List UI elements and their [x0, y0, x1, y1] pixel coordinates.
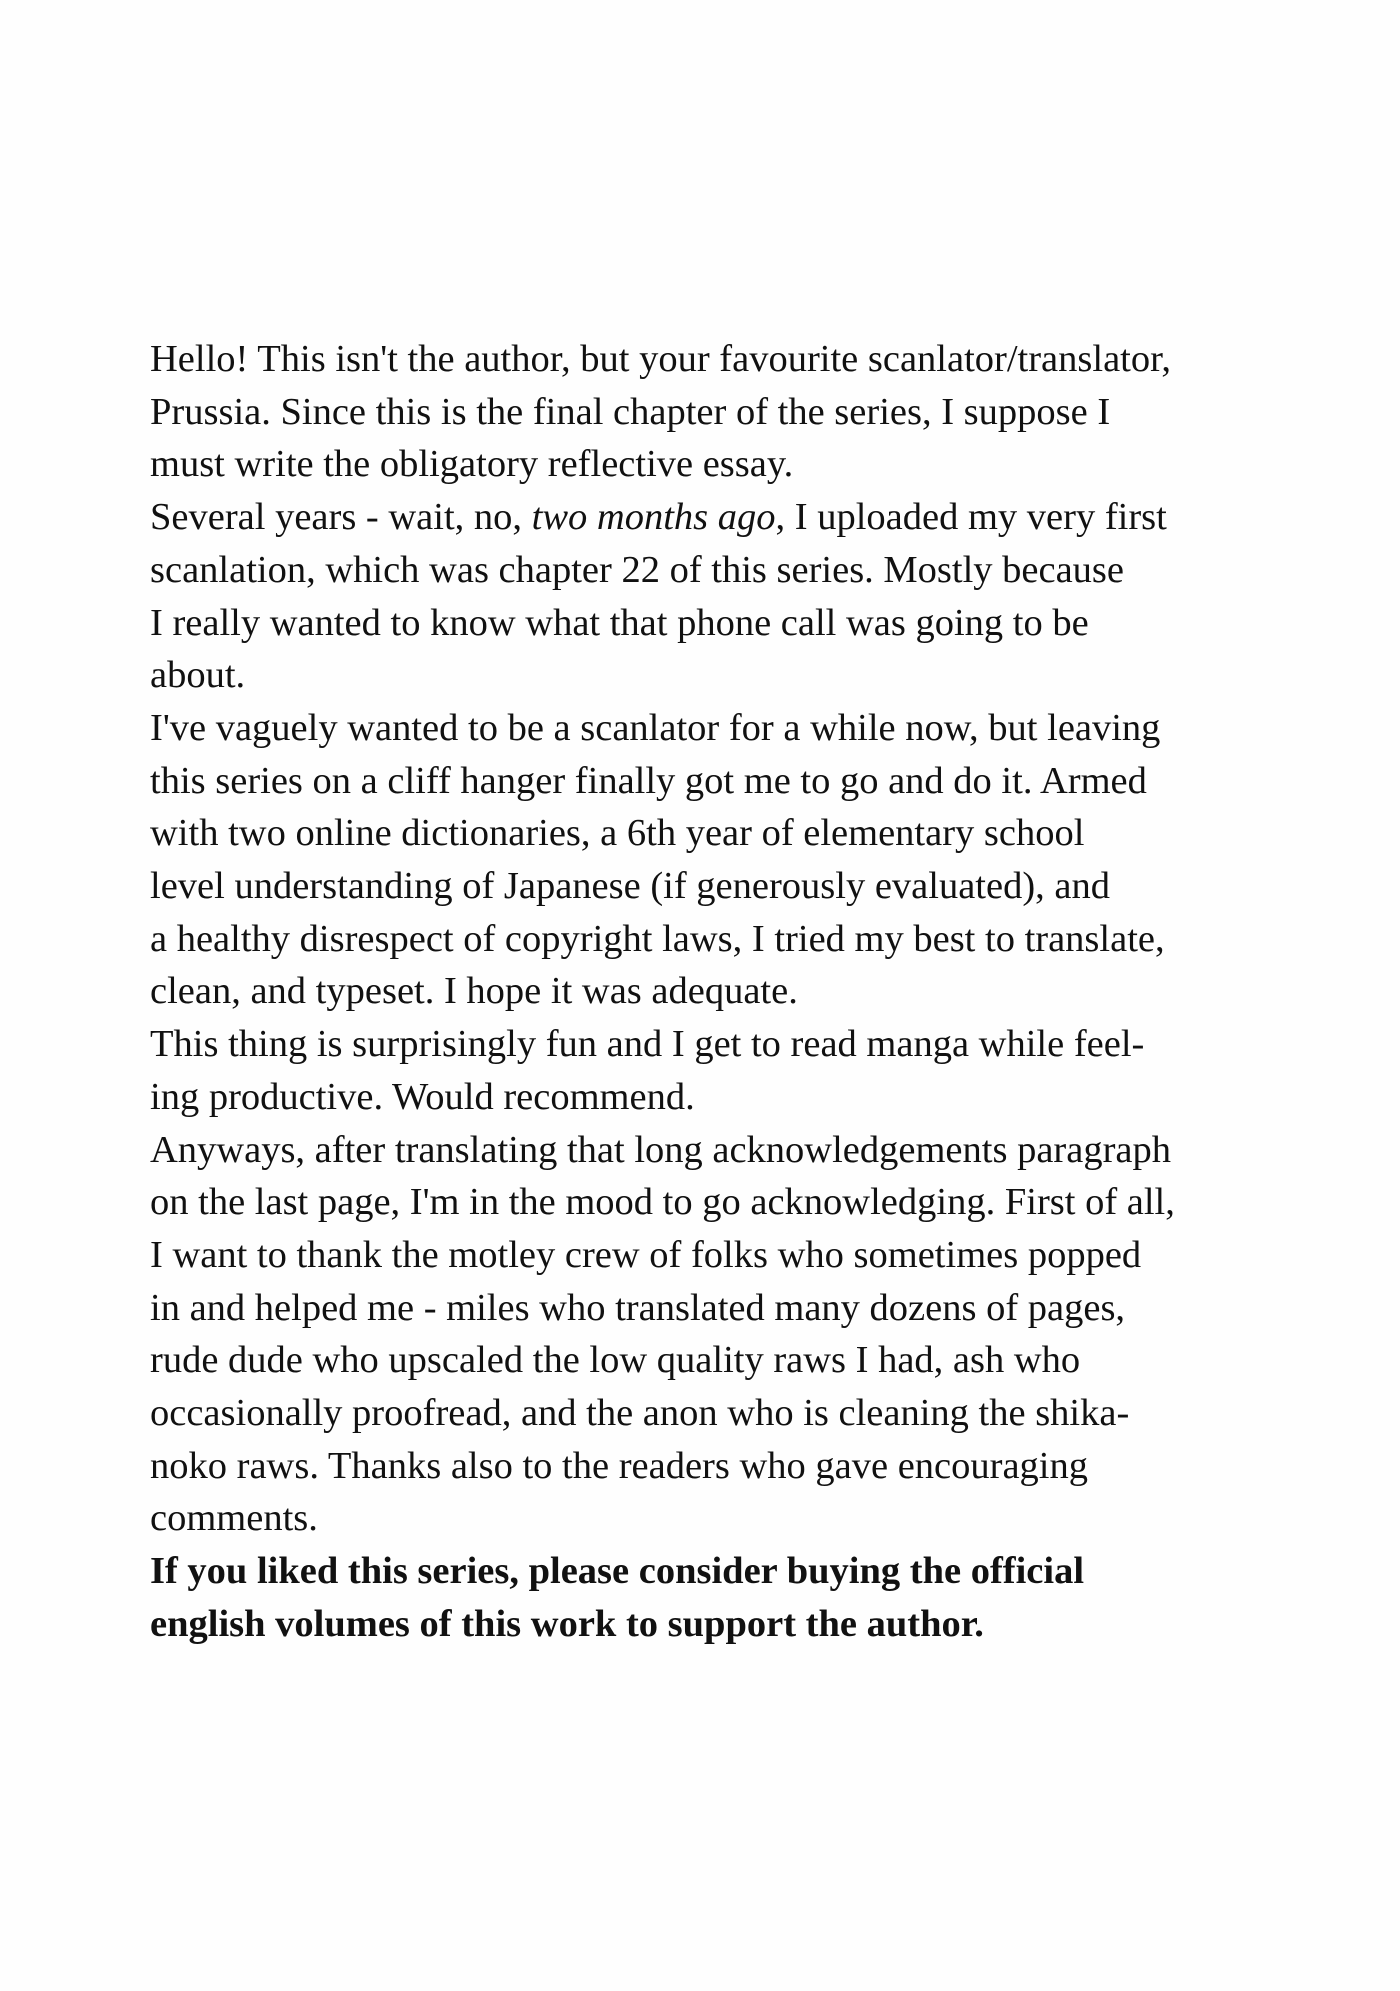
- text-line: a healthy disrespect of copyright laws, I tried my best to translate,: [150, 917, 1165, 960]
- paragraph-first-scanlation: [150, 491, 1260, 702]
- text-line: clean, and typeset. I hope it was adequate.: [150, 970, 798, 1013]
- text-line: I really wanted to know what that phone call was going to be: [150, 601, 1089, 644]
- text-line: rude dude who upscaled the low quality raws I had, ash who: [150, 1339, 1081, 1382]
- text-line: This thing is surprisingly fun and I get to read manga while feel-: [150, 1023, 1145, 1066]
- paragraph-support-author: [150, 1545, 1260, 1650]
- text-line: this series on a cliff hanger finally got me to go and do it. Armed: [150, 759, 1147, 802]
- text-segment: Several years - wait, no,: [150, 496, 532, 539]
- text-line: in and helped me - miles who translated many dozens of pages,: [150, 1286, 1126, 1329]
- paragraph-motivation: [150, 702, 1260, 1018]
- text-line: comments.: [150, 1497, 318, 1540]
- text-line: must write the obligatory reflective essay.: [150, 443, 794, 486]
- text-line: scanlation, which was chapter 22 of this series. Mostly because: [150, 548, 1125, 591]
- text-line: on the last page, I'm in the mood to go acknowledging. First of all,: [150, 1181, 1175, 1224]
- translator-note: [150, 333, 1260, 1651]
- text-line: occasionally proofread, and the anon who is cleaning the shika-: [150, 1392, 1130, 1435]
- text-line: Anyways, after translating that long acknowledgements paragraph: [150, 1128, 1171, 1171]
- text-line: If you liked this series, please consider buying the official: [150, 1550, 1085, 1593]
- paragraph-intro: [150, 333, 1260, 491]
- italic-text: two months ago: [531, 496, 776, 539]
- text-segment: , I uploaded my very first: [775, 496, 1167, 539]
- text-line: about.: [150, 654, 246, 697]
- paragraph-recommendation: [150, 1018, 1260, 1123]
- paragraph-acknowledgements: [150, 1124, 1260, 1546]
- text-line: [150, 491, 1260, 544]
- text-line: level understanding of Japanese (if generously evaluated), and: [150, 865, 1110, 908]
- text-line: I want to thank the motley crew of folks who sometimes popped: [150, 1233, 1142, 1276]
- text-line: english volumes of this work to support the author.: [150, 1602, 984, 1645]
- text-line: Prussia. Since this is the final chapter of the series, I suppose I: [150, 390, 1111, 433]
- text-line: I've vaguely wanted to be a scanlator for a while now, but leaving: [150, 706, 1161, 749]
- text-line: ing productive. Would recommend.: [150, 1075, 695, 1118]
- text-line: Hello! This isn't the author, but your favourite scanlator/translator,: [150, 338, 1172, 380]
- text-line: with two online dictionaries, a 6th year of elementary school: [150, 812, 1085, 855]
- text-line: noko raws. Thanks also to the readers who gave encouraging: [150, 1444, 1088, 1487]
